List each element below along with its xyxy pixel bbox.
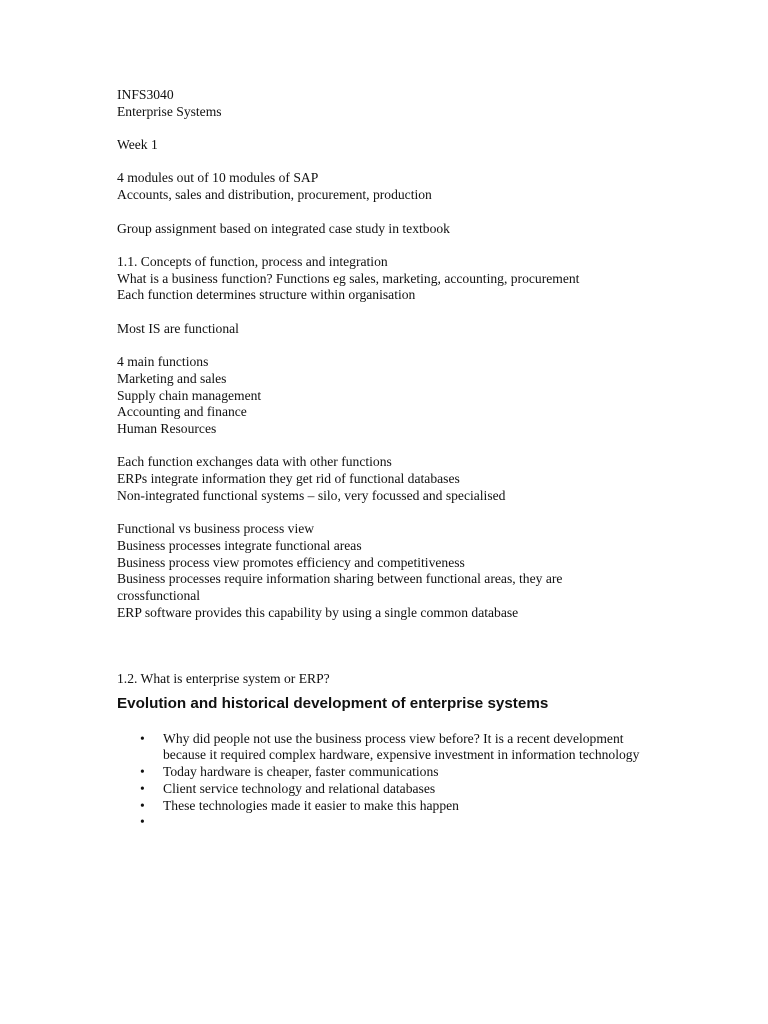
list-item-text [163,814,166,829]
section-1-1-line-1: What is a business function? Functions eg sales, marketing, accounting, procurement [117,270,580,286]
main-function-item: Accounting and finance [117,404,247,420]
bullet-icon: • [140,730,145,746]
list-item-text: Client service technology and relational databases [163,780,436,796]
bullet-icon: • [140,814,145,830]
section-1-2-title: 1.2. What is enterprise system or ERP? [117,671,330,687]
exchange-line-1: Each function exchanges data with other functions [117,454,392,470]
course-code: INFS3040 [117,87,174,102]
list-item-text: These technologies made it easier to make this happen [163,797,459,813]
process-view-line-3: Business process view promotes efficiency and competitiveness [117,554,465,570]
bullet-list [117,731,657,831]
exchange-line-3: Non-integrated functional systems – silo, very focussed and specialised [117,487,506,503]
main-functions-title: 4 main functions [117,354,209,370]
document-body [117,87,657,831]
modules-line-1: 4 modules out of 10 modules of SAP [117,170,319,186]
bullet-icon: • [140,764,145,780]
list-item [117,814,657,831]
process-view-line-1: Functional vs business process view [117,521,315,537]
bullet-icon: • [140,780,145,796]
course-name: Enterprise Systems [117,103,222,119]
process-view-line-2: Business processes integrate functional areas [117,537,362,553]
modules-line-2: Accounts, sales and distribution, procurement, production [117,187,432,203]
main-function-item: Supply chain management [117,387,262,403]
blank-gap [117,621,657,654]
week-label: Week 1 [117,137,158,153]
exchange-line-2: ERPs integrate information they get rid of functional databases [117,471,460,487]
evolution-heading: Evolution and historical development of enterprise systems [117,694,549,712]
process-view-line-4a: Business processes require information sharing between functional areas, they are [117,571,563,587]
list-item [117,781,657,798]
section-1-1-title: 1.1. Concepts of function, process and integration [117,253,388,269]
process-view-line-4b: crossfunctional [117,587,201,603]
main-function-item: Marketing and sales [117,370,227,386]
list-item-text: Today hardware is cheaper, faster communications [163,764,439,780]
list-item [117,764,657,781]
assignment-line: Group assignment based on integrated case study in textbook [117,220,450,236]
main-function-item: Human Resources [117,420,217,436]
section-1-1-line-2: Each function determines structure within organisation [117,287,416,303]
process-view-line-5: ERP software provides this capability by using a single common database [117,604,519,620]
list-item-text: Why did people not use the business process view before? It is a recent development because it required complex hardware, expensive investment in information technology [163,730,640,763]
list-item [117,731,657,764]
bullet-icon: • [140,797,145,813]
list-item [117,798,657,815]
blank-gap [117,654,657,671]
most-is-line: Most IS are functional [117,320,239,336]
